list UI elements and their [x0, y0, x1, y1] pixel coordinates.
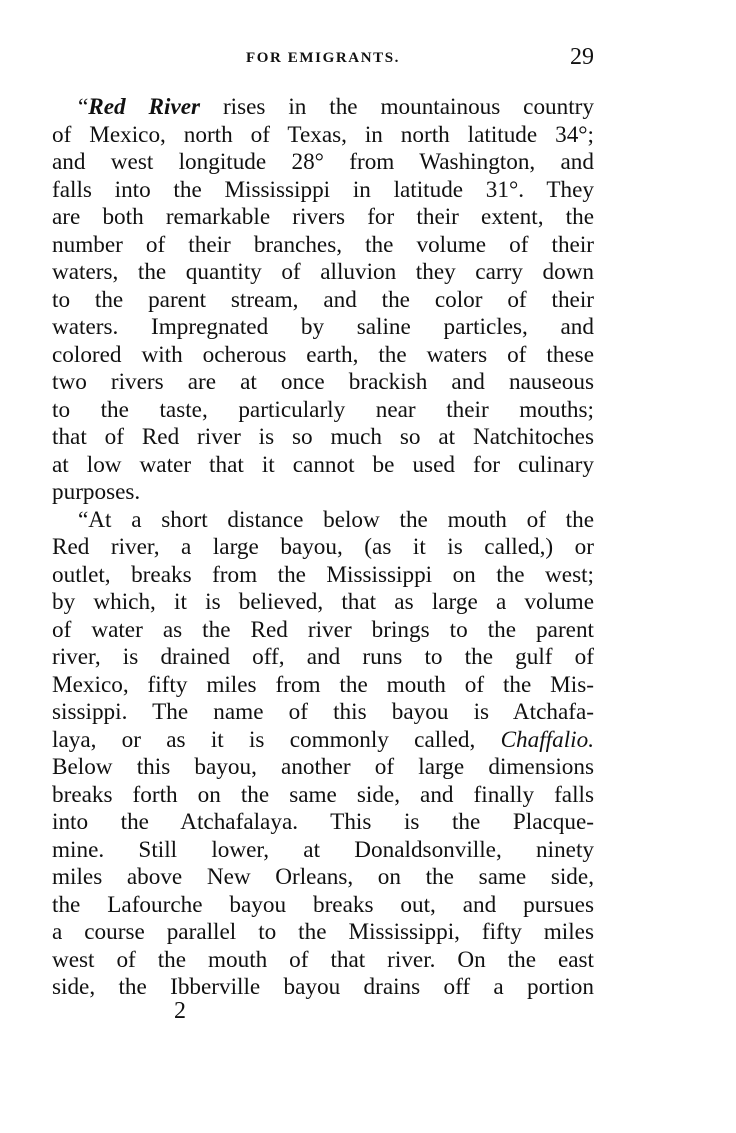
text-line: two rivers are at once brackish and nauseous	[52, 369, 594, 395]
text-line: waters. Impregnated by saline particles, and	[52, 314, 594, 340]
running-title: FOR EMIGRANTS.	[245, 50, 401, 66]
text-line: breaks forth on the same side, and finally falls	[52, 781, 594, 808]
text-line: falls into the Mississippi in latitude 31°. They	[52, 176, 594, 203]
text-line: the Lafourche bayou breaks out, and pursues	[52, 891, 594, 918]
text-line: mine. Still lower, at Donaldsonville, ninety	[52, 836, 594, 863]
text-line: Mexico, fifty miles from the mouth of the Mis-	[52, 671, 594, 698]
text-line: that of Red river is so much so at Natchitoches	[52, 424, 594, 450]
text-line: Red river, a large bayou, (as it is called,) or	[52, 534, 594, 560]
text-line: a course parallel to the Mississippi, fifty miles	[52, 919, 594, 945]
text-span: laya, or as it is commonly called,	[52, 726, 501, 753]
text-line: “At a short distance below the mouth of the	[78, 506, 594, 533]
text-line: side, the Ibberville bayou drains off a portion	[52, 974, 594, 1000]
text-line: to the parent stream, and the color of their	[52, 286, 594, 313]
text-line: river, is drained off, and runs to the gulf of	[52, 644, 594, 670]
emphasis-chaffalio: Chaffalio.	[500, 726, 594, 753]
text-line: purposes.	[52, 479, 141, 505]
text-line: colored with ocherous earth, the waters of these	[52, 341, 594, 368]
text-line: waters, the quantity of alluvion they carry down	[52, 259, 594, 285]
text-line: at low water that it cannot be used for culinary	[52, 451, 594, 478]
text-line: into the Atchafalaya. This is the Placque-	[52, 809, 594, 835]
open-quote: “	[78, 94, 89, 120]
text-line: miles above New Orleans, on the same side,	[52, 864, 594, 890]
emphasis-red-river: Red River	[88, 94, 201, 120]
text-span: rises in the mountainous country	[200, 94, 594, 120]
text-line: Below this bayou, another of large dimensions	[52, 754, 594, 780]
text-line: sissippi. The name of this bayou is Atchafa-	[52, 699, 594, 725]
text-line: of Mexico, north of Texas, in north latitude 34°;	[52, 121, 594, 148]
body-text	[52, 94, 594, 1002]
text-line	[52, 94, 594, 122]
text-line: number of their branches, the volume of their	[52, 231, 594, 258]
text-line: are both remarkable rivers for their extent, the	[52, 204, 594, 230]
text-line: to the taste, particularly near their mouths;	[52, 396, 594, 423]
page-number: 29	[570, 44, 594, 70]
text-line	[52, 727, 594, 755]
text-line: west of the mouth of that river. On the east	[52, 946, 594, 973]
signature-mark: 2	[174, 998, 186, 1024]
text-line: outlet, breaks from the Mississippi on the west;	[52, 561, 594, 588]
text-line: by which, it is believed, that as large a volume	[52, 589, 594, 615]
page-header	[52, 44, 594, 74]
text-line: and west longitude 28° from Washington, and	[52, 149, 594, 175]
text-line: of water as the Red river brings to the parent	[52, 616, 594, 643]
